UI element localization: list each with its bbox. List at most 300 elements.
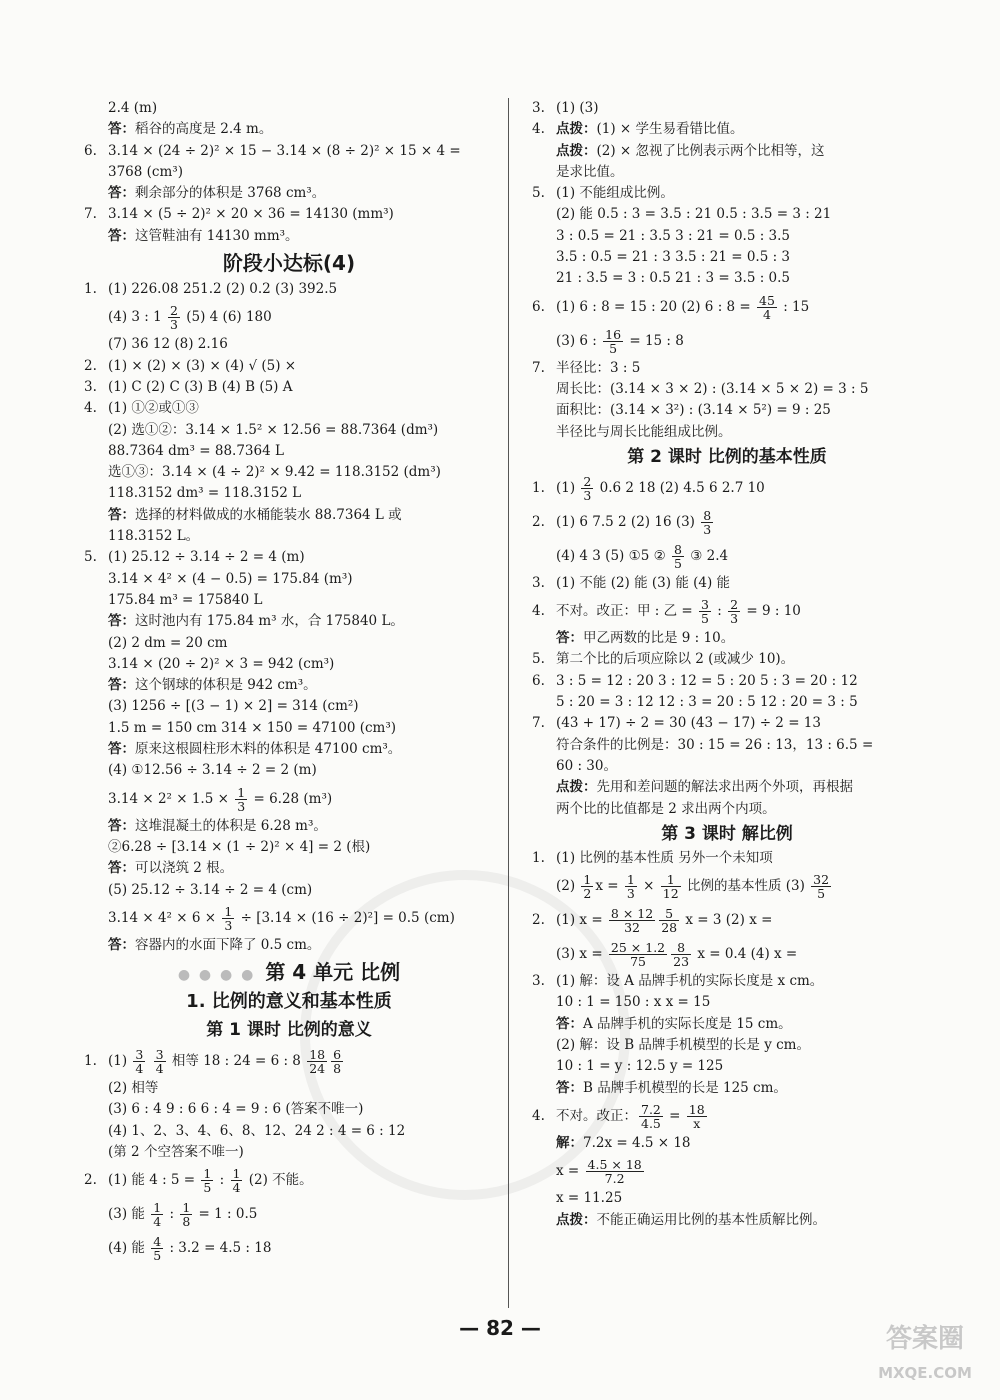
- fraction-numerator: 25 × 1.2: [610, 940, 666, 956]
- answer-line: [84, 1163, 494, 1197]
- line-text: 3.14 × (24 ÷ 2)² × 15 − 3.14 × (8 ÷ 2)² × 15 × 4 =: [108, 142, 461, 159]
- line-text: x =: [556, 1163, 584, 1180]
- line-text: (1) 6 : 8 = 15 : 20 (2) 6 : 8 =: [556, 298, 756, 315]
- line-text: A 品牌手机的实际长度是 15 cm。: [583, 1015, 792, 1032]
- answer-line: [84, 119, 494, 140]
- answer-line: [532, 247, 922, 268]
- line-text: (3) 1256 ÷ [(3 − 1) × 2] = 314 (cm²): [108, 698, 359, 715]
- fraction: [687, 1103, 707, 1130]
- line-text: 这管鞋油有 14130 mm³。: [135, 227, 299, 244]
- question-number: 3.: [84, 378, 97, 395]
- line-text: x = 3 (2) x =: [681, 912, 773, 929]
- line-text: 118.3152 L。: [108, 528, 200, 545]
- line-text: (2) 2 dm = 20 cm: [108, 634, 228, 651]
- answer-label: 答：: [108, 506, 135, 523]
- question-number: 5.: [532, 185, 545, 202]
- answer-line: [84, 483, 494, 504]
- fraction-denominator: 75: [630, 954, 646, 970]
- answer-line: [84, 1197, 494, 1231]
- line-text: ÷ [3.14 × (16 ÷ 2)²] = 0.5 (cm): [236, 909, 455, 926]
- answer-line: [84, 611, 494, 632]
- fraction: [154, 1048, 166, 1075]
- answer-line: [84, 880, 494, 901]
- line-text: 3768 (cm³): [108, 163, 183, 180]
- hint-label: 点拨：: [556, 142, 597, 159]
- line-text: (1): [108, 1053, 132, 1070]
- fraction: [609, 907, 655, 934]
- answer-line: [532, 848, 922, 869]
- line-text: 3.14 × (5 ÷ 2)² × 20 × 36 = 14130 (mm³): [108, 206, 394, 223]
- answer-line: [84, 718, 494, 739]
- fraction-denominator: 7.2: [604, 1171, 625, 1187]
- line-text: 选择的材料做成的水桶能装水 88.7364 L 或: [135, 506, 402, 523]
- line-text: (1) 6 7.5 2 (2) 16 (3): [556, 513, 700, 530]
- fraction-numerator: 1: [661, 873, 681, 887]
- answer-label: 答：: [108, 613, 135, 630]
- line-text: (第 2 个空答案不唯一): [108, 1143, 244, 1160]
- line-text: (2) 能 0.5 : 3 = 3.5 : 21 0.5 : 3.5 = 3 : 21: [556, 206, 832, 223]
- fraction-numerator: 4: [153, 1234, 162, 1250]
- line-text: (1) C (2) C (3) B (4) B (5) A: [108, 378, 293, 395]
- line-text: 面积比：(3.14 × 3²) : (3.14 × 5²) = 9 : 25: [556, 402, 831, 419]
- answer-line: [532, 379, 922, 400]
- fraction: [586, 1158, 644, 1185]
- fraction-denominator: 3: [170, 317, 178, 333]
- fraction-denominator: 24: [309, 1061, 326, 1077]
- answer-line: [532, 649, 922, 670]
- answer-line: [532, 141, 922, 162]
- line-text: 先用和差问题的解法求出两个外项，再根据: [596, 779, 853, 796]
- answer-line: [84, 505, 494, 526]
- answer-line: [84, 462, 494, 483]
- line-text: 两个比的比值都是 2 求出两个内项。: [556, 800, 776, 817]
- line-text: 选①③：3.14 × (4 ÷ 2)² × 9.42 = 118.3152 (dm³): [108, 464, 441, 481]
- line-text: =: [664, 1107, 685, 1124]
- fraction-numerator: 18: [688, 1101, 705, 1117]
- fraction-denominator: 5: [701, 611, 709, 627]
- line-text: = 1 : 0.5: [194, 1206, 258, 1223]
- fraction-denominator: 12: [662, 886, 679, 902]
- answer-line: [84, 1231, 494, 1265]
- line-text: (1) x =: [556, 912, 607, 929]
- fraction-numerator: 1: [237, 784, 246, 800]
- line-text: (1) 不能 (2) 能 (3) 能 (4) 能: [556, 574, 731, 591]
- section-heading: [84, 988, 494, 1016]
- line-text: x = 11.25: [556, 1190, 623, 1207]
- question-number: 3.: [532, 574, 545, 591]
- answer-line: [84, 760, 494, 781]
- answer-label: 答：: [108, 677, 135, 694]
- answer-line: [84, 334, 494, 355]
- fraction-numerator: 1: [153, 1200, 162, 1216]
- question-number: 4.: [532, 1107, 545, 1124]
- fraction: [701, 509, 713, 536]
- answer-label: 答：: [556, 1079, 583, 1096]
- line-text: (2) 相等: [108, 1080, 159, 1097]
- fraction: [581, 873, 593, 900]
- line-text: (1) ①②或①③: [108, 400, 199, 417]
- fraction-numerator: 1: [583, 872, 592, 888]
- answer-label: 答：: [108, 936, 135, 953]
- line-text: (5) 25.12 ÷ 3.14 ÷ 2 = 4 (cm): [108, 881, 313, 898]
- line-text: :: [165, 1206, 179, 1223]
- answer-line: [532, 358, 922, 379]
- line-text: x =: [595, 878, 623, 895]
- line-text: 3.14 × 4² × (4 − 0.5) = 175.84 (m³): [108, 570, 353, 587]
- answer-line: [532, 1035, 922, 1056]
- question-number: 4.: [532, 603, 545, 620]
- answer-line: [532, 1014, 922, 1035]
- fraction-denominator: 4: [135, 1061, 144, 1077]
- fraction-numerator: 8: [703, 507, 712, 523]
- section-heading: [532, 820, 922, 848]
- fraction: [235, 786, 247, 813]
- fraction: [757, 294, 777, 321]
- answer-line: [532, 162, 922, 183]
- left-column: [84, 98, 494, 1265]
- fraction-denominator: 8: [182, 1214, 191, 1230]
- line-text: (4) 3 : 1: [108, 309, 167, 326]
- answer-line: [84, 901, 494, 935]
- line-text: : 3.2 = 4.5 : 18: [165, 1240, 272, 1257]
- line-text: (4) ①12.56 ÷ 3.14 ÷ 2 = 2 (m): [108, 762, 317, 779]
- line-text: (3) 能: [108, 1206, 150, 1223]
- fraction: [625, 873, 637, 900]
- line-text: 稻谷的高度是 2.4 m。: [135, 121, 273, 138]
- answer-line: [532, 204, 922, 225]
- line-text: (2) 不能。: [244, 1172, 313, 1189]
- line-text: 3 : 5 = 12 : 20 3 : 12 = 5 : 20 5 : 3 = 20 : 12: [556, 672, 858, 689]
- question-number: 7.: [532, 359, 545, 376]
- fraction: [639, 1103, 663, 1130]
- right-column: [532, 98, 922, 1231]
- fraction-denominator: 3: [626, 886, 635, 902]
- line-text: (3) x =: [556, 946, 607, 963]
- fraction-denominator: 4: [232, 1180, 241, 1196]
- question-number: 3.: [532, 973, 545, 990]
- fraction-denominator: 28: [661, 920, 678, 936]
- line-text: 剩余部分的体积是 3768 cm³。: [135, 185, 326, 202]
- hint-label: 点拨：: [556, 121, 597, 138]
- watermark-url: MXQE.COM: [878, 1364, 972, 1382]
- answer-line: [532, 692, 922, 713]
- answer-line: [84, 226, 494, 247]
- line-text: (2) × 忽视了比例表示两个比相等，这: [596, 142, 825, 159]
- line-text: 0.6 2 18 (2) 4.5 6 2.7 10: [595, 479, 765, 496]
- answer-line: [532, 573, 922, 594]
- fraction: [671, 941, 691, 968]
- fraction: [728, 598, 740, 625]
- line-text: (3) 6 :: [556, 332, 602, 349]
- fraction: [603, 328, 623, 355]
- question-number: 1.: [84, 281, 97, 298]
- line-text: 5 : 20 = 3 : 12 12 : 3 = 20 : 5 12 : 20 = 3 : 5: [556, 694, 858, 711]
- fraction-denominator: 5: [673, 555, 682, 571]
- fraction: [222, 905, 234, 932]
- fraction-numerator: 2: [583, 473, 592, 489]
- answer-line: [84, 696, 494, 717]
- fraction: [201, 1167, 213, 1194]
- fraction-denominator: 3: [224, 917, 233, 933]
- section-heading: [84, 247, 494, 279]
- fraction-denominator: x: [693, 1115, 701, 1131]
- fraction-denominator: 4: [762, 306, 771, 322]
- answer-line: [84, 183, 494, 204]
- fraction-numerator: 32: [813, 872, 830, 888]
- answer-line: [532, 422, 922, 443]
- fraction-numerator: 1: [203, 1166, 212, 1182]
- fraction-numerator: 45: [759, 292, 775, 308]
- line-text: (1) 226.08 251.2 (2) 0.2 (3) 392.5: [108, 281, 338, 298]
- fraction-numerator: 5: [659, 907, 679, 921]
- question-number: 1.: [532, 479, 545, 496]
- line-text: x = 0.4 (4) x =: [693, 946, 798, 963]
- line-text: 不对。改正：: [556, 1107, 637, 1124]
- line-text: 3.14 × 4² × 6 ×: [108, 909, 221, 926]
- page-number: — 82 —: [459, 1316, 541, 1340]
- answer-line: [84, 356, 494, 377]
- answer-label: 答：: [108, 860, 135, 877]
- answer-line: [84, 739, 494, 760]
- section-heading: [84, 956, 494, 988]
- answer-line: [84, 1044, 494, 1078]
- answer-line: [532, 183, 922, 204]
- fraction-denominator: 32: [624, 920, 641, 936]
- line-text: 2.4 (m): [108, 100, 158, 116]
- fraction-denominator: 4: [155, 1061, 164, 1077]
- fraction: [659, 907, 679, 934]
- line-text: 10 : 1 = y : 12.5 y = 125: [556, 1058, 724, 1075]
- fraction-numerator: 1: [232, 1166, 241, 1182]
- fraction-denominator: 5: [817, 886, 826, 902]
- line-text: 这堆混凝土的体积是 6.28 m³。: [135, 817, 327, 834]
- line-text: (1) (3): [556, 100, 599, 116]
- heading-text: 第 1 课时 比例的意义: [206, 1020, 372, 1041]
- question-number: 1.: [84, 1053, 97, 1070]
- fraction: [133, 1048, 145, 1075]
- fraction: [811, 873, 831, 900]
- answer-line: [84, 300, 494, 334]
- question-number: 5.: [84, 549, 97, 566]
- answer-line: [84, 141, 494, 162]
- question-number: 1.: [532, 849, 545, 866]
- fraction-numerator: 8: [671, 941, 691, 955]
- line-text: (4) 1、2、3、4、6、8、12、24 2 : 4 = 6 : 12: [108, 1122, 406, 1139]
- line-text: (2): [556, 878, 580, 895]
- answer-line: [84, 837, 494, 858]
- site-watermark: [860, 1322, 990, 1392]
- fraction-numerator: 18: [309, 1047, 326, 1063]
- answer-line: [84, 547, 494, 568]
- answer-line: [532, 471, 922, 505]
- fraction: [581, 475, 593, 502]
- answer-label: 答：: [556, 630, 583, 647]
- answer-label: 答：: [108, 227, 135, 244]
- question-number: 3.: [532, 100, 545, 116]
- line-text: (1) 能 4 : 5 =: [108, 1172, 200, 1189]
- line-text: 10 : 1 = 150 : x x = 15: [556, 994, 711, 1011]
- question-number: 6.: [84, 142, 97, 159]
- answer-line: [84, 398, 494, 419]
- line-text: (4) 能: [108, 1240, 150, 1257]
- question-number: 4.: [532, 121, 545, 138]
- line-text: (1) × 学生易看错比值。: [596, 121, 744, 138]
- line-text: ②6.28 ÷ [3.14 × (1 ÷ 2)² × 4] = 2 (根): [108, 838, 371, 855]
- fraction-denominator: 4.5: [641, 1115, 661, 1131]
- line-text: = 9 : 10: [742, 603, 801, 620]
- fraction-numerator: 8: [673, 541, 682, 557]
- answer-line: [532, 992, 922, 1013]
- watermark-logo-text: 答案圈: [885, 1324, 964, 1354]
- line-text: 21 : 3.5 = 3 : 0.5 21 : 3 = 3.5 : 0.5: [556, 270, 791, 287]
- answer-line: [84, 204, 494, 225]
- section-heading: [532, 443, 922, 471]
- fraction: [151, 1201, 163, 1228]
- answer-line: [84, 1078, 494, 1099]
- line-text: 7.2x = 4.5 × 18: [583, 1134, 691, 1151]
- answer-line: [84, 377, 494, 398]
- fraction: [661, 873, 681, 900]
- question-number: 6.: [532, 298, 545, 315]
- question-number: 6.: [532, 672, 545, 689]
- answer-line: [84, 569, 494, 590]
- answer-line: [84, 1121, 494, 1142]
- line-text: B 品牌手机模型的长是 125 cm。: [583, 1079, 787, 1096]
- fraction-numerator: 2: [730, 597, 739, 613]
- line-text: 60 : 30。: [556, 757, 617, 774]
- hint-label: 点拨：: [556, 779, 597, 796]
- answer-line: [532, 324, 922, 358]
- line-text: : 15: [778, 298, 810, 315]
- fraction: [609, 941, 667, 968]
- fraction: [151, 1235, 163, 1262]
- fraction-denominator: 3: [583, 487, 592, 503]
- answer-label: 答：: [108, 185, 135, 202]
- line-text: 甲乙两数的比是 9 : 10。: [583, 630, 735, 647]
- answer-line: [532, 1099, 922, 1133]
- line-text: (3) 6 : 4 9 : 6 6 : 4 = 9 : 6 (答案不唯一): [108, 1101, 364, 1118]
- answer-line: [532, 1188, 922, 1209]
- line-text: (2) 选①②：3.14 × 1.5² × 12.56 = 88.7364 (dm³): [108, 421, 439, 438]
- line-text: 这个钢球的体积是 942 cm³。: [135, 677, 317, 694]
- heading-text: 第 3 课时 解比例: [661, 823, 793, 844]
- line-text: 第二个比的后项应除以 2 (或减少 10)。: [556, 651, 795, 668]
- line-text: 周长比：(3.14 × 3 × 2) : (3.14 × 5 × 2) = 3 : 5: [556, 380, 869, 397]
- question-number: 2.: [532, 513, 545, 530]
- answer-line: [532, 1154, 922, 1188]
- answer-line: [532, 903, 922, 937]
- answer-line: [84, 675, 494, 696]
- answer-line: [84, 1142, 494, 1163]
- hint-label: 点拨：: [556, 1211, 597, 1228]
- line-text: (1): [556, 479, 580, 496]
- answer-line: [532, 1210, 922, 1231]
- line-text: = 15 : 8: [625, 332, 684, 349]
- fraction-numerator: 6: [333, 1047, 342, 1063]
- fraction-numerator: 1: [182, 1200, 191, 1216]
- fraction-numerator: 1: [626, 872, 635, 888]
- answer-line: [532, 799, 922, 820]
- heading-text: 第 4 单元 比例: [265, 960, 401, 985]
- line-text: (1) 25.12 ÷ 3.14 ÷ 2 = 4 (m): [108, 549, 305, 566]
- answer-line: [532, 971, 922, 992]
- fraction-denominator: 5: [203, 1180, 212, 1196]
- line-text: = 6.28 (m³): [249, 790, 333, 807]
- line-text: 符合条件的比例是：30 : 15 = 26 : 13，13 : 6.5 =: [556, 736, 874, 753]
- line-text: 不能正确运用比例的基本性质解比例。: [596, 1211, 826, 1228]
- answer-line: [84, 162, 494, 183]
- line-text: 是求比值。: [556, 163, 624, 180]
- answer-line: [532, 1056, 922, 1077]
- fraction-denominator: 3: [703, 521, 712, 537]
- line-text: 1.5 m = 150 cm 314 × 150 = 47100 (cm³): [108, 719, 397, 736]
- answer-line: [84, 441, 494, 462]
- line-text: 这时池内有 175.84 m³ 水，合 175840 L。: [135, 613, 404, 630]
- line-text: 半径比：3 : 5: [556, 359, 641, 376]
- line-text: 118.3152 dm³ = 118.3152 L: [108, 485, 302, 502]
- fraction-numerator: 4.5 × 18: [587, 1157, 642, 1173]
- fraction: [331, 1048, 343, 1075]
- fraction: [180, 1201, 192, 1228]
- question-number: 2.: [84, 1172, 97, 1189]
- line-text: (2) 解：设 B 品牌手机模型的长是 y cm。: [556, 1037, 810, 1054]
- answer-line: [84, 654, 494, 675]
- question-number: 2.: [532, 912, 545, 929]
- question-number: 5.: [532, 651, 545, 668]
- fraction-numerator: 3: [135, 1047, 144, 1063]
- answer-label: 解：: [556, 1134, 583, 1151]
- fraction-denominator: 5: [609, 340, 618, 356]
- line-text: (1) × (2) × (3) × (4) √ (5) ×: [108, 357, 297, 374]
- answer-line: [84, 633, 494, 654]
- fraction-denominator: 2: [583, 886, 592, 902]
- question-number: 7.: [84, 206, 97, 223]
- answer-line: [532, 119, 922, 140]
- answer-label: 答：: [108, 741, 135, 758]
- line-text: :: [215, 1172, 229, 1189]
- fraction: [672, 543, 684, 570]
- line-text: 175.84 m³ = 175840 L: [108, 591, 263, 608]
- answer-line: [84, 526, 494, 547]
- answer-label: 答：: [108, 817, 135, 834]
- line-text: (1) 不能组成比例。: [556, 185, 674, 202]
- answer-line: [84, 590, 494, 611]
- answer-line: [532, 268, 922, 289]
- answer-line: [532, 400, 922, 421]
- question-number: 2.: [84, 357, 97, 374]
- line-text: 不对。改正：甲 : 乙 =: [556, 603, 698, 620]
- answer-line: [532, 594, 922, 628]
- answer-line: [532, 539, 922, 573]
- fraction-numerator: 7.2: [641, 1101, 661, 1117]
- fraction-numerator: 1: [224, 903, 233, 919]
- fraction-numerator: 3: [155, 1047, 164, 1063]
- answer-label: 答：: [556, 1015, 583, 1032]
- answer-line: [532, 735, 922, 756]
- fraction-denominator: 5: [153, 1248, 162, 1264]
- answer-line: [84, 935, 494, 956]
- answer-line: [84, 782, 494, 816]
- answer-line: [84, 420, 494, 441]
- line-text: 容器内的水面下降了 0.5 cm。: [135, 936, 321, 953]
- question-number: 7.: [532, 715, 545, 732]
- line-text: :: [712, 603, 727, 620]
- answer-line: [532, 937, 922, 971]
- line-text: 可以浇筑 2 根。: [135, 860, 234, 877]
- fraction-denominator: 23: [673, 954, 690, 970]
- fraction: [307, 1048, 327, 1075]
- answer-line: [532, 756, 922, 777]
